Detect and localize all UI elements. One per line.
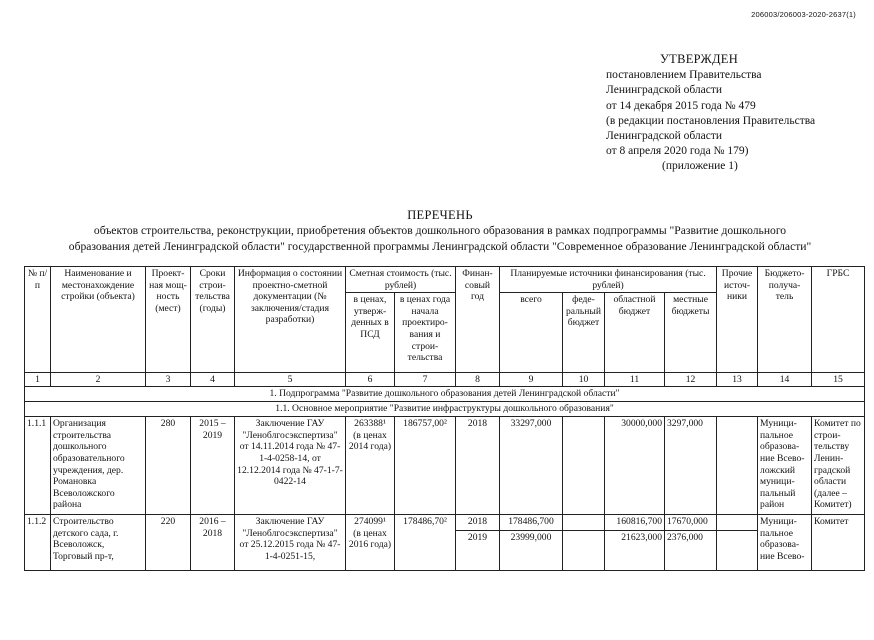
row-est-psd — [346, 417, 395, 515]
subprogram-row: 1. Подпрограмма "Развитие дошкольного образования детей Ленинградской области" — [25, 387, 865, 402]
est-psd-note: (в ценах 2014 года) — [348, 429, 392, 453]
col-number: 14 — [758, 373, 812, 387]
est-psd-value: 263388¹ — [354, 418, 386, 430]
header-src-local: местные бюджеты — [665, 293, 717, 373]
row-info: Заключение ГАУ "Леноблгосэкспертиза" от 14.11.2014 года № 47-1-4-0258-14, от 12.12.2014 года № 47-1-7-0422-14 — [235, 417, 346, 515]
approval-line: Ленинградской области — [606, 84, 723, 97]
row-recipient: Муници-пальное образова-ние Всево-ложский муници-пальный район — [758, 417, 812, 515]
row-regional: 30000,000 — [605, 417, 665, 515]
main-event-row: 1.1. Основное мероприятие "Развитие инфраструктуры дошкольного образования" — [25, 402, 865, 417]
table-row — [25, 515, 865, 571]
fin-year-value: 2019 — [456, 530, 499, 544]
row-grbs: Комитет — [812, 515, 865, 571]
header-src-total: всего — [500, 293, 563, 373]
document-title — [20, 208, 860, 254]
row-num: 1.1.2 — [25, 515, 51, 571]
approval-appendix: (приложение 1) — [662, 160, 738, 173]
row-est-start: 178486,70² — [395, 515, 456, 571]
regional-value: 160816,700 — [616, 516, 662, 528]
header-sources: Планируемые источники финансирования (тыс. рублей) — [500, 267, 717, 293]
row-other — [717, 417, 758, 515]
row-local: 3297,000 — [665, 417, 717, 515]
row-grbs: Комитет по строи-тельству Ленин-градской области (далее – Комитет) — [812, 417, 865, 515]
row-name: Организация строительства дошкольного образовательного учреждения, дер. Романовка Всеволожского района — [51, 417, 146, 515]
row-est-start: 186757,00² — [395, 417, 456, 515]
other-value — [719, 516, 755, 528]
federal-value — [563, 530, 604, 544]
col-number: 13 — [717, 373, 758, 387]
row-total — [500, 515, 563, 571]
approval-line: (в редакции постановления Правительства — [606, 114, 816, 127]
row-federal — [563, 417, 605, 515]
row-fin-year — [456, 515, 500, 571]
fin-year-value: 2018 — [467, 516, 488, 528]
header-info: Информация о состоянии проектно-сметной документации (№ заключения/стадия разработки) — [235, 267, 346, 373]
approval-block — [606, 52, 815, 175]
col-number: 4 — [191, 373, 235, 387]
approval-heading: УТВЕРЖДЕН — [660, 52, 739, 66]
column-numbers-row — [25, 373, 865, 387]
title-line-2: образования детей Ленинградской области" государственной программы Ленинградской области "Современное образование Ленинградской области" — [68, 239, 812, 253]
header-other: Прочие источ-ники — [717, 267, 758, 373]
row-years: 2016 – 2018 — [191, 515, 235, 571]
header-grbs: ГРБС — [812, 267, 865, 373]
document-code: 206003/206003-2020-2637(1) — [751, 10, 856, 19]
col-number: 3 — [146, 373, 191, 387]
row-years: 2015 – 2019 — [191, 417, 235, 515]
approval-line: постановлением Правительства — [606, 69, 762, 82]
row-regional — [605, 515, 665, 571]
header-name: Наименование и местонахождение стройки (объекта) — [51, 267, 146, 373]
approval-line: от 14 декабря 2015 года № 479 — [606, 99, 756, 112]
col-number: 5 — [235, 373, 346, 387]
row-est-psd — [346, 515, 395, 571]
local-value: 17670,000 — [667, 516, 708, 528]
col-number: 15 — [812, 373, 865, 387]
approval-line: от 8 апреля 2020 года № 179) — [606, 145, 749, 158]
header-est-start: в ценах года начала проектиро-вания и строи-тельства — [395, 293, 456, 373]
header-num: № п/п — [25, 267, 51, 373]
est-psd-note: (в ценах 2016 года) — [348, 527, 392, 551]
row-info: Заключение ГАУ "Леноблгосэкспертиза" от 25.12.2015 года № 47-1-4-0251-15, — [235, 515, 346, 571]
row-total: 33297,000 — [500, 417, 563, 515]
row-num: 1.1.1 — [25, 417, 51, 515]
col-number: 12 — [665, 373, 717, 387]
regional-value: 21623,000 — [605, 530, 664, 544]
est-psd-value: 274099¹ — [354, 516, 386, 528]
col-number: 8 — [456, 373, 500, 387]
local-value: 2376,000 — [665, 530, 716, 544]
header-recipient: Бюджето-получа-тель — [758, 267, 812, 373]
col-number: 1 — [25, 373, 51, 387]
row-other — [717, 515, 758, 571]
row-fin-year: 2018 — [456, 417, 500, 515]
header-fin-year: Финан-совый год — [456, 267, 500, 373]
col-number: 7 — [395, 373, 456, 387]
row-federal — [563, 515, 605, 571]
header-src-regional: областной бюджет — [605, 293, 665, 373]
col-number: 10 — [563, 373, 605, 387]
col-number: 6 — [346, 373, 395, 387]
federal-value — [565, 516, 602, 528]
total-value: 178486,700 — [508, 516, 554, 528]
header-estimate: Сметная стоимость (тыс. рублей) — [346, 267, 456, 293]
row-local — [665, 515, 717, 571]
row-capacity: 280 — [146, 417, 191, 515]
row-name: Строительство детского сада, г. Всеволожск, Торговый пр-т, — [51, 515, 146, 571]
title-heading: ПЕРЕЧЕНЬ — [407, 208, 473, 222]
title-line-1: объектов строительства, реконструкции, приобретения объектов дошкольного образования в рамках подпрограммы "Развитие дошкольного — [93, 224, 787, 238]
total-value: 23999,000 — [500, 530, 562, 544]
approval-line: Ленинградской области — [606, 130, 723, 143]
col-number: 11 — [605, 373, 665, 387]
header-src-federal: феде-ральный бюджет — [563, 293, 605, 373]
header-est-psd: в ценах, утверж-денных в ПСД — [346, 293, 395, 373]
row-capacity: 220 — [146, 515, 191, 571]
objects-table — [24, 266, 865, 571]
col-number: 2 — [51, 373, 146, 387]
col-number: 9 — [500, 373, 563, 387]
header-years: Сроки строи-тельства (годы) — [191, 267, 235, 373]
row-recipient: Муници-пальное образова-ние Всево- — [758, 515, 812, 571]
other-value — [717, 530, 757, 544]
table-row — [25, 417, 865, 515]
header-capacity: Проект-ная мощ-ность (мест) — [146, 267, 191, 373]
